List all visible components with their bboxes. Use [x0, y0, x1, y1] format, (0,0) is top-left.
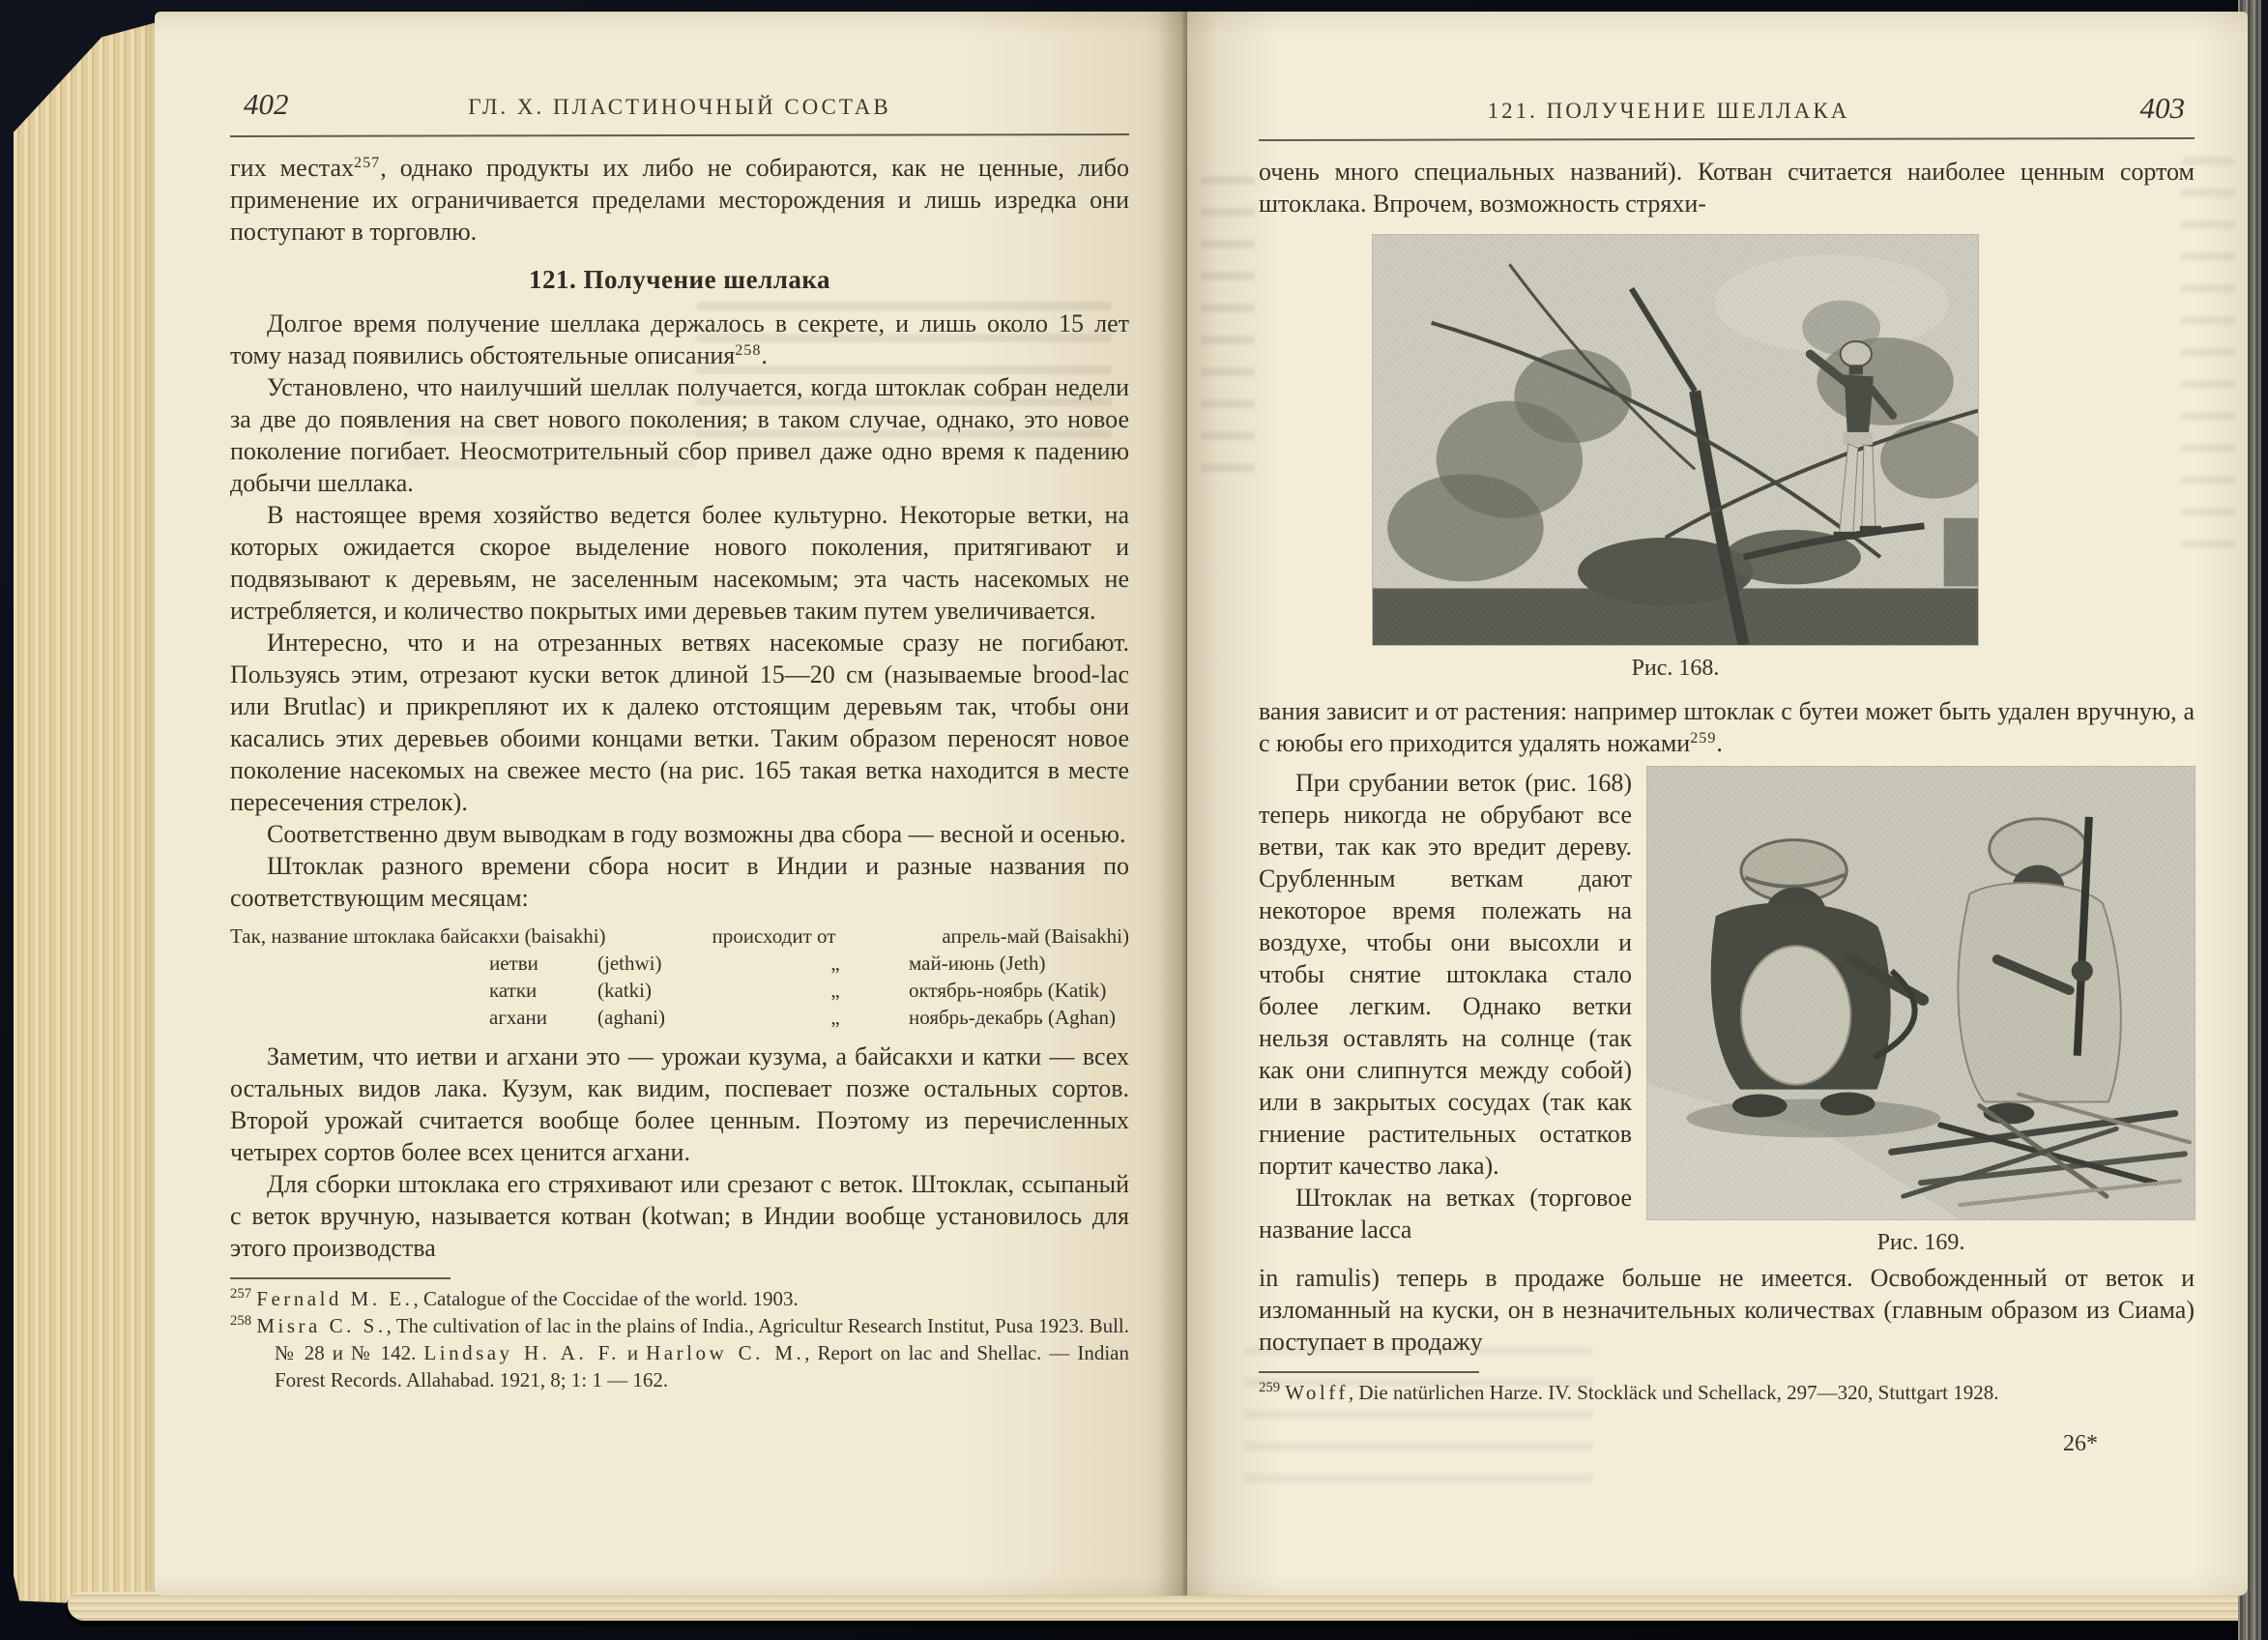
paragraph: В настоящее время хозяйство ведется более культурно. Некоторые ветки, на которых ожидается скорое выделение нового поколения, притягивают и подвязывают к деревьям, не заселенным насекомым; эта часть насекомых не истребляется, и количество покрытых ими деревьев таким путем увеличивается. [230, 501, 1129, 625]
ditto-mark: „ [830, 1006, 840, 1029]
footnote-text: , The cultivation of lac in the plains of India., Agricultur Research Institut, Pusa 1923. Bull. № 28 и № 142. [275, 1314, 1129, 1364]
table-row [230, 1004, 1129, 1031]
table-cell: (baisakhi) [524, 924, 606, 948]
table-cell: байсакхи [440, 924, 520, 948]
header-rule [1259, 137, 2195, 141]
figure-168-photo [1373, 235, 1978, 645]
footnote-259 [1259, 1379, 2195, 1406]
paragraph: Штоклак на ветках (торговое название lacca [1259, 1184, 1632, 1244]
figure-168-caption: Рис. 168. [1631, 656, 1720, 681]
footnote-number: 259 [1259, 1380, 1281, 1395]
table-cell: апрель-май (Baisakhi) [942, 924, 1129, 948]
table-cell: ноябрь-декабрь (Aghan) [909, 1006, 1116, 1029]
paragraph-text: гих местах [230, 154, 355, 182]
table-cell [230, 950, 489, 977]
footnote-author: Fernald M. E. [256, 1287, 414, 1310]
paragraph: Для сборки штоклака его стряхивают или срезают с веток. Штоклак, ссыпаный с веток вручную, называется котван (kotwan; в Индии вообще установилось для этого производства [230, 1170, 1129, 1262]
header-rule [230, 133, 1129, 137]
paragraph: in ramulis) теперь в продаже больше не имеется. Освобожденный от веток и изломанный на куски, он в незначительных количествах (главным образом из Сиама) поступает в продажу [1259, 1264, 2195, 1356]
footnote-author: Wolff [1285, 1381, 1349, 1404]
table-cell: (aghani) [597, 1006, 665, 1029]
paragraph: Установлено, что наилучший шеллак получается, когда штоклак собран недели за две до появления на свет нового поколения; в таком случае, однако, это новое поколение погибает. Неосмотрительный сбор привел даже одно время к падению добычи шеллака. [230, 373, 1129, 497]
lac-scraping-illustration [1647, 767, 2195, 1219]
footnote-marker: 258 [735, 342, 762, 359]
page-number: 402 [244, 87, 289, 121]
tree-harvest-illustration [1373, 235, 1978, 645]
table-cell: катки [489, 979, 538, 1002]
lac-names-table [230, 922, 1129, 1031]
table-cell [230, 977, 489, 1004]
narrow-text-column [1259, 767, 1632, 1256]
table-cell: май-июнь (Jeth) [909, 952, 1046, 975]
footnote-author: Lindsay H. A. F. [423, 1341, 620, 1364]
table-cell: иетви [489, 952, 538, 975]
table-cell: происходит от [712, 924, 836, 948]
table-cell: (katki) [597, 979, 652, 1002]
figure-169 [1647, 767, 2195, 1256]
paragraph-text: . [761, 341, 768, 369]
running-header-title: 121. ПОЛУЧЕНИЕ ШЕЛЛАКА [1487, 99, 1850, 123]
running-header-title: ГЛ. X. ПЛАСТИНОЧНЫЙ СОСТАВ [468, 95, 891, 119]
table-cell: Так, название штоклака [230, 924, 435, 948]
text-and-figure-row [1259, 767, 2195, 1256]
paragraph [230, 308, 1129, 371]
footnote-text: , Catalogue of the Coccidae of the world. 1903. [413, 1287, 799, 1310]
left-page [155, 12, 1187, 1596]
paragraph-text: . [1716, 729, 1723, 757]
footnote-rule [1259, 1371, 1479, 1373]
running-head-left [230, 87, 1129, 132]
running-head-right [1259, 91, 2195, 135]
footnote-author: Harlow C. M. [646, 1341, 805, 1364]
footnote-rule [230, 1277, 451, 1279]
paragraph [230, 152, 1129, 248]
paragraph: Интересно, что и на отрезанных ветвях насекомые сразу не погибают. Пользуясь этим, отрезают куски веток длиной 15—20 см (называемые brood-lac или Brutlac) и прикрепляют их к далеко отстоящим деревьям так, чтобы они касались этих деревьев обоими концами ветки. Таким образом переносят новое поколение насекомых на свежее место (на рис. 165 такая ветка находится в месте пересечения стрелок). [230, 629, 1129, 816]
paragraph-text: Долгое время получение шеллака держалось в секрете, и лишь около 15 лет тому назад появились обстоятельные описания [230, 309, 1129, 369]
paragraph-text: , однако продукты их либо не собираются, как не ценные, либо применение их ограничивается пределами месторождения и лишь изредка они поступают в торговлю. [230, 154, 1129, 246]
paragraph [1259, 695, 2195, 759]
paragraph-text: вания зависит и от растения: например штоклак с бутеи может быть удален вручную, а с ююбы его приходится удалять ножами [1259, 697, 2195, 757]
paragraph: очень много специальных названий). Котван считается наиболее ценным сортом штоклака. Впрочем, возможность стряхи- [1259, 158, 2195, 218]
ditto-mark: „ [830, 979, 840, 1002]
paragraph: Заметим, что иетви и агхани это — урожаи кузума, а байсакхи и катки — всех остальных видов лака. Кузум, как видим, поспевает позже остальных сортов. Второй урожай считается вообще более ценным. Поэтому из перечисленных четырех сортов более всех ценится агхани. [230, 1042, 1129, 1166]
figure-column [1647, 767, 2195, 1256]
footnote-258 [230, 1312, 1129, 1393]
right-page [1187, 12, 2248, 1596]
footnote-author: Misra C. S. [256, 1314, 387, 1337]
table-row [230, 950, 1129, 977]
table-cell [230, 1004, 489, 1031]
paragraph: При срубании веток (рис. 168) теперь никогда не обрубают все ветви, так как это вредит дереву. Срубленным веткам дают некоторое время полежать на воздухе, чтобы они высохли и чтобы снятие штоклака стало более легким. Однако ветки нельзя оставлять на солнце (так как они слипнутся между собой) или в закрытых сосудах (так как гниение растительных остатков портит качество лака). [1259, 769, 1632, 1180]
table-row [230, 977, 1129, 1004]
footnote-marker: 259 [1690, 730, 1717, 747]
bleedthrough-smudge [1201, 176, 1255, 485]
footnote-text: , Die natürlichen Harze. IV. Stockläck und Schellack, 297—320, Stuttgart 1928. [1348, 1381, 1999, 1404]
figure-169-caption: Рис. 169. [1876, 1230, 1965, 1255]
paragraph: Штоклак разного времени сбора носит в Индии и разные названия по соответствующим месяцам: [230, 852, 1129, 912]
footnote-marker: 257 [354, 155, 381, 171]
footnote-257 [230, 1285, 1129, 1312]
footnote-number: 257 [230, 1286, 252, 1302]
figure-168 [1373, 235, 1978, 682]
page-stack-edge-bottom [68, 1592, 2254, 1621]
table-cell: агхани [489, 1006, 547, 1029]
table-cell: октябрь-ноябрь (Katik) [909, 979, 1107, 1002]
page-stack-edge-left [14, 21, 160, 1607]
footnote-text: и [619, 1341, 647, 1364]
signature-mark: 26* [2063, 1431, 2098, 1456]
paragraph: Соответственно двум выводкам в году возможны два сбора — весной и осенью. [267, 820, 1126, 848]
footnote-text: , Report on lac and Shellac. — Indian Forest Records. Allahabad. 1921, 8; 1: 1 — 162. [275, 1341, 1129, 1391]
ditto-mark: „ [830, 952, 840, 975]
figure-169-photo [1647, 767, 2195, 1219]
table-cell: (jethwi) [597, 952, 662, 975]
section-heading: 121. Получение шеллака [528, 265, 831, 294]
page-number: 403 [2139, 91, 2185, 125]
footnote-number: 258 [230, 1313, 252, 1329]
table-row [230, 922, 1129, 950]
